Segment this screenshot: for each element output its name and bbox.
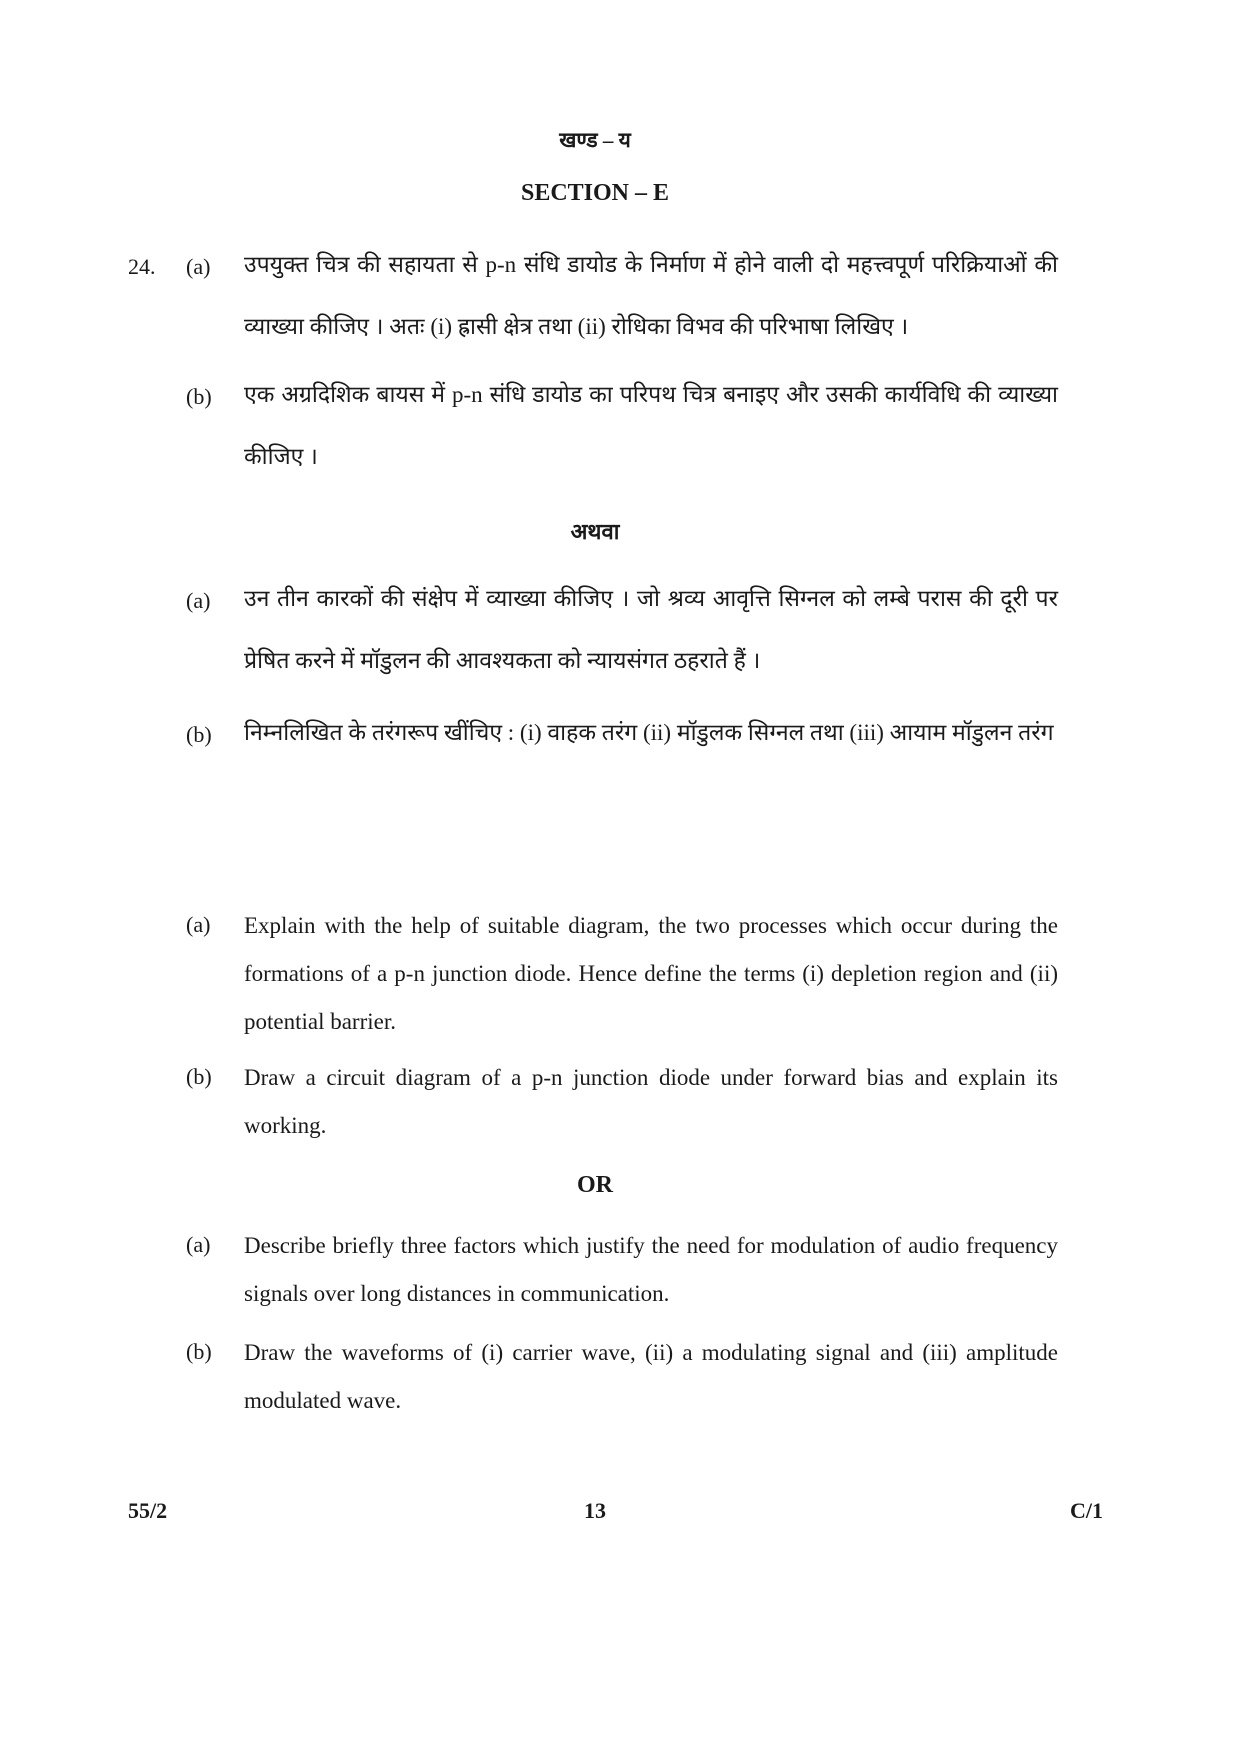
paper-code: 55/2 xyxy=(128,1498,168,1523)
section-title-english: SECTION – E xyxy=(520,180,670,206)
hindi-alt-a-text: उन तीन कारकों की संक्षेप में व्याख्या कीजिए । जो श्रव्य आवृत्ति सिग्नल को लम्बे परास की दूरी पर प्रेषित करने में मॉडुलन की आवश्यकता को न्यायसंगत ठहराते हैं । xyxy=(244,586,1058,673)
hindi-part-b-label: (b) xyxy=(186,384,212,409)
question-number: 24. xyxy=(128,254,156,279)
hindi-alt-a-label: (a) xyxy=(186,588,211,613)
section-title-hindi: खण्ड – य xyxy=(559,128,631,152)
hindi-part-a-text: उपयुक्त चित्र की सहायता से p-n संधि डायोड के निर्माण में होने वाली दो महत्त्वपूर्ण परिक्रियाओं की व्याख्या कीजिए । अतः (i) ह्रासी क्षेत्र तथा (ii) रोधिका विभव की परिभाषा लिखिए । xyxy=(244,252,1058,339)
english-part-b-text: Draw a circuit diagram of a p-n junction diode under forward bias and explain its working. xyxy=(244,1065,1058,1138)
or-divider-hindi: अथवा xyxy=(570,519,620,544)
english-part-a-text: Explain with the help of suitable diagram, the two processes which occur during the formations of a p-n junction diode. Hence define the terms (i) depletion region and (ii) potential barrier. xyxy=(244,913,1058,1034)
hindi-alt-b-label: (b) xyxy=(186,722,212,747)
page-number: 13 xyxy=(584,1498,606,1523)
set-code: C/1 xyxy=(1070,1498,1103,1523)
or-divider-english: OR xyxy=(577,1172,613,1198)
english-part-a-label: (a) xyxy=(186,912,211,937)
english-alt-a-label: (a) xyxy=(186,1232,211,1257)
english-part-b-label: (b) xyxy=(186,1064,212,1089)
english-alt-b-text: Draw the waveforms of (i) carrier wave, (ii) a modulating signal and (iii) amplitude modulated wave. xyxy=(244,1340,1058,1413)
english-alt-b-label: (b) xyxy=(186,1339,212,1364)
hindi-part-a-label: (a) xyxy=(186,254,211,279)
hindi-part-b-text: एक अग्रदिशिक बायस में p-n संधि डायोड का परिपथ चित्र बनाइए और उसकी कार्यविधि की व्याख्या कीजिए । xyxy=(244,382,1058,469)
hindi-alt-b-text: निम्नलिखित के तरंगरूप खींचिए : (i) वाहक तरंग (ii) मॉडुलक सिग्नल तथा (iii) आयाम मॉडुलन तरंग xyxy=(244,720,1054,745)
english-alt-a-text: Describe briefly three factors which justify the need for modulation of audio frequency signals over long distances in communication. xyxy=(244,1233,1058,1306)
